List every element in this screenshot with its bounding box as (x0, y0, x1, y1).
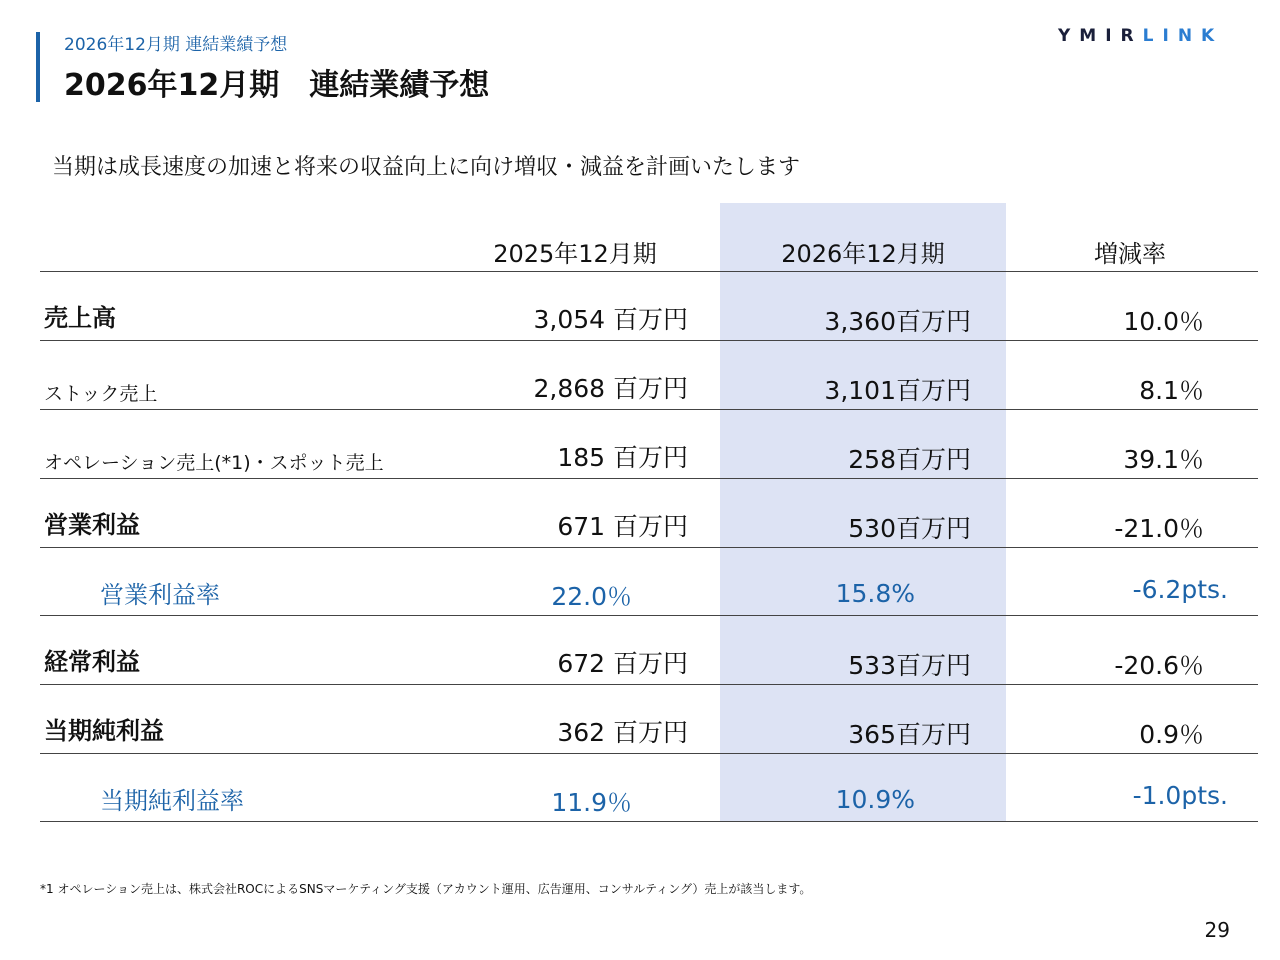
cell-fy2026: 10.9% (835, 785, 915, 814)
logo-part-link: LINK (1142, 26, 1224, 46)
company-logo (1058, 26, 1223, 46)
table-row-operating-profit (0, 479, 1280, 548)
table-row-sales (0, 272, 1280, 341)
row-label: 営業利益率 (100, 581, 220, 609)
cell-fy2026: 533百万円 (848, 651, 971, 680)
cell-change: 10.0％ (1123, 307, 1204, 336)
cell-fy2025: 185 百万円 (557, 443, 688, 472)
cell-change: 0.9％ (1139, 720, 1204, 749)
table-row-operating-margin (0, 547, 1280, 616)
table-row-net-margin (0, 753, 1280, 822)
table-row-ordinary-profit (0, 616, 1280, 685)
cell-change: -6.2pts. (1132, 575, 1228, 604)
table-row-net-income (0, 685, 1280, 754)
row-label: 営業利益 (44, 511, 140, 539)
column-header-fy2025: 2025年12月期 (493, 240, 657, 268)
cell-fy2025: 2,868 百万円 (533, 374, 688, 403)
cell-change: -1.0pts. (1132, 781, 1228, 810)
header-subtitle: 2026年12月期 連結業績予想 (64, 35, 288, 55)
row-label: 当期純利益率 (100, 787, 244, 815)
row-label: ストック売上 (44, 383, 158, 405)
cell-change: -21.0％ (1114, 514, 1204, 543)
cell-change: -20.6％ (1114, 651, 1204, 680)
cell-fy2026: 365百万円 (848, 720, 971, 749)
table-row-stock-sales (0, 341, 1280, 410)
cell-fy2025: 362 百万円 (557, 718, 688, 747)
table-row-operation-spot-sales (0, 410, 1280, 479)
cell-fy2025: 672 百万円 (557, 649, 688, 678)
cell-fy2026: 3,360百万円 (824, 307, 971, 336)
page-number: 29 (1204, 918, 1230, 942)
cell-fy2026: 258百万円 (848, 445, 971, 474)
cell-fy2025: 22.0％ (551, 582, 632, 611)
cell-change: 8.1％ (1139, 376, 1204, 405)
logo-part-ymir: YMIR (1058, 26, 1143, 46)
row-label: オペレーション売上(*1)・スポット売上 (44, 452, 384, 474)
footnote: *1 オペレーション売上は、株式会社ROCによるSNSマーケティング支援（アカウント運用、広告運用、コンサルティング）売上が該当します。 (40, 882, 812, 896)
cell-fy2026: 3,101百万円 (824, 376, 971, 405)
row-label: 売上高 (44, 304, 116, 332)
row-label: 経常利益 (44, 648, 140, 676)
cell-fy2026: 15.8% (835, 579, 915, 608)
cell-fy2025: 11.9％ (551, 788, 632, 817)
cell-change: 39.1％ (1123, 445, 1204, 474)
cell-fy2026: 530百万円 (848, 514, 971, 543)
header-accent-bar (36, 32, 40, 102)
lead-statement: 当期は成長速度の加速と将来の収益向上に向け増収・減益を計画いたします (52, 155, 801, 180)
column-header-fy2026: 2026年12月期 (781, 240, 945, 268)
cell-fy2025: 3,054 百万円 (533, 305, 688, 334)
page-title: 2026年12月期 連結業績予想 (64, 68, 490, 103)
row-label: 当期純利益 (44, 717, 164, 745)
column-header-change: 増減率 (1094, 240, 1166, 268)
cell-fy2025: 671 百万円 (557, 512, 688, 541)
